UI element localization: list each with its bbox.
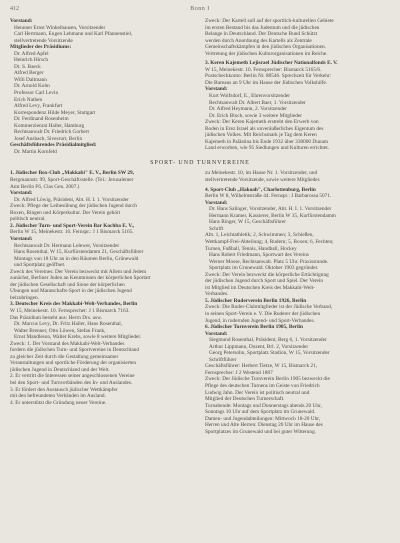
text-line: zunächst, Berliner Juden an Kenntnissen der körperlichen Sportart	[10, 275, 151, 282]
text-line: Rechtsanwalt Dr. Hermann Lelewer, Vorsitzender	[14, 242, 120, 249]
text-line: Alfred Levy, Frankfurt	[14, 103, 63, 110]
text-line: Zweck des Vereines: Der Verein bezweckt mit Allem und Jedem	[10, 268, 147, 275]
text-line: Mitglied der Deutschen Turnerschaft.	[205, 396, 285, 403]
text-line: Rechtsanwalt Dr. Friedrich Gorbert	[14, 129, 90, 136]
text-line: stellvertretende Vorsitzende	[14, 37, 73, 44]
text-line: 2. Er vertritt die Interessen seiner angeschlossenen Vereine	[10, 373, 135, 380]
text-line: Georg Petersohn, Sportplatz Stadion, W 15, Vorsitzender	[209, 350, 330, 357]
entry-heading-line: Geschäftsführendes Präsidialmitglied:	[10, 142, 97, 149]
text-line: Erich Nathen	[14, 96, 43, 103]
text-line: mit den befreundeten Verbänden im Ausland.	[10, 393, 106, 400]
text-line: Schrift	[209, 225, 224, 232]
text-line: Korrespondenz Hilde Meyer, Stuttgart	[14, 109, 96, 116]
text-line: Dr. Alfred Apfel	[14, 50, 49, 57]
text-line: Geschäftsführer: Herbert Tietze, W 15, Bismarck 21,	[205, 363, 318, 370]
entry-heading-line: Vorstand:	[205, 86, 228, 93]
text-line: bei den Sport- und Turnverbänden des In- und Auslandes.	[10, 379, 133, 386]
text-line: Boxen, Ringen und Körperkultur. Der Verein gehört	[10, 209, 121, 216]
text-line: Siegmund Rosenthal, Präsident, Berg 6, 1. Vorsitzender	[209, 337, 327, 344]
text-line: werden durch Anordnung des Kartells als Zentrale	[205, 37, 312, 44]
text-line: Heinrich Hirsch	[14, 57, 48, 64]
top-right-column	[205, 18, 390, 155]
text-line: Vertretung der jüdischen Kulturorganisationen im Reiche.	[205, 50, 328, 57]
text-line: jüdischen Volkes. Mit Reichsmark je Tag dem Keren	[205, 132, 317, 139]
text-line: Josef Ansbach, Sivesrurt, Berlin	[14, 135, 83, 142]
text-line: Dr. Erich Bloch, sowie 3 weitere Mitglieder	[209, 112, 302, 119]
text-line: Herren und Alte Herren: Dienstag 20 Uhr im Hause des	[205, 422, 323, 429]
entry-heading-line: 3. Deutscher Kreis des Makkabi-Welt-Verbandes, Berlin	[10, 301, 138, 308]
text-line: in seinen Sport-Verein e. V. Die Ruderer der jüdischen	[205, 310, 321, 317]
entry-heading-line: Vorstand:	[205, 199, 228, 206]
text-line: jüdischen Jugend in Deutschland und der Welt.	[10, 366, 110, 373]
entry-heading-line: 1. Jüdischer Box-Club „Makkabi" E. V., Berlin SW 29,	[10, 170, 134, 177]
text-line: Boden in Erez Israel als unveräußerliches Eigentum des	[205, 125, 324, 132]
text-line: Sonntags 10 Uhr auf dem Sportplatz im Grunewald.	[205, 409, 316, 416]
text-line: Rechtsanwalt Dr. Albert Baer, 1. Vorsitzender	[209, 99, 306, 106]
text-line: Hans Ringer, W 15, Geschäftsführer	[209, 219, 286, 226]
text-line: der jüdischen Jugend durch Sport und Spiel. Der Verein	[205, 278, 324, 285]
running-title: Bonn I	[190, 6, 210, 12]
text-line: Sportplatz im Grunewald. Oktober 1903 gegründet.	[209, 265, 319, 272]
text-line: fordern die jüdischen Turn- und Sportvereine in Deutschland	[10, 347, 140, 354]
text-line: Ernst Mandleson, Walter Krebs, sowie 8 weitere Mitglieder.	[14, 334, 142, 341]
text-line: Zweck: Der Verein bezweckt die körperliche Ertüchtigung	[205, 271, 329, 278]
bottom-columns	[10, 170, 390, 435]
text-line: Hans Rosenthal, W 15, Kurfürstendamm 21, Geschäftsführer	[14, 249, 144, 256]
entry-heading-line: Vorstand:	[205, 330, 228, 337]
text-line: Belange in Deutschland. Der Deutsche Bund Schützt	[205, 31, 318, 38]
top-left-column	[10, 18, 195, 155]
text-line: Kurt Wolfsdorf, E., Ehrenvorsitzender	[209, 93, 290, 100]
text-line: Wettkampf-Frei-Abteilung; 4, Rudern; 5, Boxen; 6, Fechten;	[205, 238, 334, 245]
text-line: Land erworben, wie 95 Siedlungen und Kulturen errichtet.	[205, 145, 329, 152]
page-number: 412	[10, 6, 19, 12]
text-line: Kajemeth in Palästina bis Ende 1932 über 330000 Dunam	[205, 138, 328, 145]
text-line: und Sportplatz geöffnet.	[14, 262, 66, 269]
text-line: Schriftführer	[209, 356, 237, 363]
page-header	[10, 6, 390, 16]
text-line: Pflege des deutschen Turnens im Geiste von Friedrich	[205, 382, 320, 389]
text-line: Dr. Alfred Heymann, 2. Vorsitzender	[209, 106, 287, 113]
text-line: Kommerzienrat Haller, Hamburg	[14, 122, 85, 129]
entry-heading-line: 3. Keren Kajemeth Lejisrael Jüdischer Nationalfonds E. V.	[205, 60, 338, 67]
text-line: Dr. Martin Kornfeld	[14, 148, 57, 155]
text-line: Carl Herrmann, Eugen Lehmann und Karl Pfannenstiel,	[14, 31, 133, 38]
text-line: Turnabende: Montags und Donnerstags abends 20 Uhr,	[205, 402, 322, 409]
text-line: Berlin W 8, Wilhelmstraße 44. Fernspr.: J Barbarossa 5071.	[205, 193, 332, 200]
text-line: Hermann Kramer, Kassierer, Berlin W 15, Kurfürstendamm	[209, 212, 336, 219]
text-line: zu gleicher Zeit durch die Gestaltung gemeinsamer	[10, 353, 119, 360]
section-title: SPORT- UND TURNVEREINE	[150, 160, 250, 167]
text-line: Dr. Arnold Kohn	[14, 83, 50, 90]
text-line: Dr. Ferdinand Rosenheim	[14, 116, 69, 123]
top-columns	[10, 18, 390, 155]
text-line: Die Bureaus an 9 Uhr im Hause der Jüdischen Volkshilfe.	[205, 79, 328, 86]
entry-heading-line: Vorstand:	[10, 18, 33, 24]
text-line: Hans Robert Friedmann, Sportwart des Vereins	[209, 252, 309, 259]
entry-heading-line: 2. Jüdischer Turn- und Sport-Verein Bar Kochba E. V.,	[10, 222, 135, 229]
text-line: Dr. Alfred Löwig, Präsident, Abt. H. I. 1. Vorsitzender	[14, 196, 129, 203]
text-line: Amt Berlin F6, Clas Gen. 2007.)	[10, 183, 80, 190]
text-line: Fernsprecher: J 2 Westend 1887	[205, 369, 273, 376]
text-line: zu Meinekestr. 10, im Hause Nr. 1. Vorsitzender, und	[205, 170, 318, 177]
text-line: Werner Mosse, Rechtsanwalt. Platz 5 Uhr. Praxisstunde.	[209, 258, 329, 265]
entry-heading-line: Vorstand:	[10, 235, 33, 242]
text-line: Das Präsidium besteht aus: Herrn Drs. usw.	[10, 314, 103, 321]
text-line: Berlin W 15, Meinekestr. 10. Fernspr.: J 1 Bismarck 5165.	[10, 229, 134, 236]
text-line: Zweck: Der Keren Kajemeth erstrebt den Erwerb von	[205, 119, 319, 126]
text-line: Übungen und Mannschafts-Sport in der jüdischen Jugend	[10, 288, 132, 295]
text-line: W 15, Meinekestr. 10. Fernsprecher: Bismarck 5165/6.	[205, 66, 322, 73]
text-line: Zweck: 1. Der Vorstand des Makkabi-Welt-Verbandes	[10, 340, 125, 347]
text-line: Walter Brenner, Otto Löwen, Stefan Frank,	[14, 327, 106, 334]
text-line: Zweck: Pflege der Leibesübung der jüdischen Jugend durch	[10, 203, 137, 210]
entry-heading-line: 5. Jüdischer Ruderverein Berlin 1926, Berlin	[205, 297, 307, 304]
text-line: ist Mitglied im Deutschen Kreis des Makkabi-Welt-	[205, 284, 315, 291]
text-line: Alfred Berger	[14, 70, 44, 77]
text-line: Dr. Hans Salinger, Vorsitzender, Abt. H. I. 1. Vorsitzender	[209, 206, 332, 213]
text-line: Zweck: Der Jüdische Turnverein Berlin 1905 bezweckt die	[205, 376, 330, 383]
entry-heading-line: 4. Sport-Club „Hakoah", Charlottenburg, Berlin	[205, 186, 316, 193]
text-line: Jugend, in rudernden Jugend- und Sport-Verbandes.	[205, 317, 315, 324]
text-line: Postscheckkonto: Berlin Nr. 88546. Sprechzeit für Verkehr:	[205, 73, 332, 80]
text-line: beizubringen.	[10, 294, 39, 301]
text-line: Sportplatzes im Grunewald und bei guter Witterung.	[205, 428, 317, 435]
text-line: Veranstaltungen und sportliche Förderung der organisierten	[10, 360, 136, 367]
text-line: Ludwig Jahn. Der Verein ist politisch neutral und	[205, 389, 310, 396]
text-line: Dr. Marcus Levy, Dr. Fritz Haller, Hans Rosenthal,	[14, 321, 123, 328]
text-line: der jüdischen Gesellschaft und Sinne der körperlichen	[10, 281, 125, 288]
text-line: 3. Er fördert den Austausch jüdischer Wettkämpfer	[10, 386, 118, 393]
bottom-left-column	[10, 170, 195, 435]
text-line: Arthur Lippmann, Dozent, Brl. 2, Vorsitzender	[209, 343, 309, 350]
text-line: Turnen, Fußball, Tennis, Handball, Hockey	[205, 245, 297, 252]
text-line: Abt. 1, Leichtathletik; 2, Schwimmen; 3, Schießen,	[205, 232, 314, 239]
text-line: Zweck: Die Ruder-Clubmitglieder ist der Jüdische Verband,	[205, 304, 333, 311]
text-line: im ersten Bestand bis das Judentum und die jüdischen	[205, 24, 320, 31]
text-line: Willi Daltmann	[14, 76, 47, 83]
text-line: Montags von 18 Uhr an in den Räumen Berlin, Grünewald	[14, 255, 139, 262]
text-line: Gemeinschaftskämpfen in den jüdischen Organisationen.	[205, 44, 326, 51]
bottom-right-column	[205, 170, 390, 435]
entry-heading-line: Vorstand:	[10, 190, 33, 197]
text-line: Hennner Ernst Winkelhausen, Vorsitzender	[14, 24, 106, 31]
text-line: Zweck: Der Kartell soll auf der sportlich-kulturellen Gebiete	[205, 18, 334, 24]
entry-heading-line: Mitglieder des Präsidiums:	[10, 44, 72, 51]
text-line: Verbandes.	[205, 291, 229, 298]
text-line: Dr. S. Baeck	[14, 63, 41, 70]
text-line: Professor Carl Levin	[14, 90, 59, 97]
entry-heading-line: 6. Jüdischer Turnverein Berlin 1905, Berlin	[205, 324, 303, 331]
text-line: politisch neutral.	[10, 216, 46, 223]
text-line: 4. Er unterstützt die Gründung neuer Vereine.	[10, 399, 107, 406]
text-line: W 15, Meinekestr. 10. Fernsprecher: J 1 Bismarck 7163.	[10, 307, 130, 314]
text-line: Damen- und Jugendabteilungen: Mittwoch 18-20 Uhr,	[205, 415, 321, 422]
text-line: Bergmannstr. 99, Sport-Geschäftsstelle. (Tel.: Jerusalemer	[10, 177, 134, 184]
text-line: stellvertretende Vorsitzende, sowie weitere Mitglieder.	[205, 177, 321, 184]
